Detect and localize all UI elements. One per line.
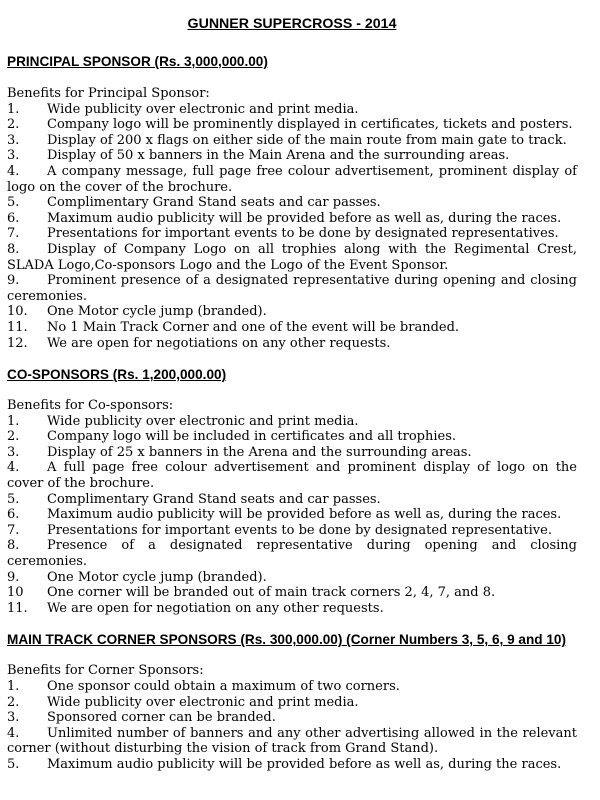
- item-text: Company logo will be prominently displayed in certificates, tickets and posters.: [47, 117, 573, 133]
- list-item: [7, 460, 577, 491]
- item-number: 5.: [7, 756, 20, 772]
- item-number: 5.: [7, 195, 20, 211]
- item-number: 6.: [7, 210, 20, 226]
- list-item: [7, 211, 577, 227]
- item-text: Wide publicity over electronic and print media.: [47, 694, 359, 710]
- item-number: 11.: [7, 319, 28, 335]
- item-text: Unlimited number of banners and any other advertising allowed in the relevant corner (without disturbing the vision of track from Grand Stand).: [7, 725, 577, 757]
- benefits-list-co-sponsors: [7, 414, 577, 617]
- item-text: No 1 Main Track Corner and one of the event will be branded.: [47, 319, 460, 335]
- item-text: Prominent presence of a designated representative during opening and closing ceremonies.: [7, 273, 577, 304]
- item-number: 4.: [7, 725, 20, 741]
- item-text: Company logo will be included in certificates and all trophies.: [47, 429, 457, 445]
- list-item: [7, 117, 577, 133]
- list-item: [7, 164, 577, 195]
- list-item: [7, 195, 577, 211]
- item-text: Presentations for important events to be done by designated representatives.: [47, 226, 559, 242]
- item-number: 2.: [7, 429, 20, 445]
- item-text: Wide publicity over electronic and print media.: [47, 413, 359, 429]
- item-text: One sponsor could obtain a maximum of two corners.: [47, 679, 400, 694]
- list-item: [7, 148, 577, 164]
- item-number: 3.: [7, 148, 20, 164]
- item-number: 11.: [7, 600, 28, 616]
- list-item: [7, 304, 577, 320]
- list-item: [7, 429, 577, 445]
- item-number: 2.: [7, 117, 20, 133]
- item-text: Display of 50 x banners in the Main Arena and the surrounding areas.: [47, 148, 510, 164]
- list-item: [7, 336, 577, 352]
- list-item: [7, 538, 577, 569]
- item-number: 10.: [7, 304, 28, 320]
- benefits-list-corner-sponsors: [7, 679, 577, 773]
- item-number: 4.: [7, 163, 20, 179]
- item-number: 7.: [7, 522, 20, 538]
- item-number: 6.: [7, 507, 20, 523]
- list-item: [7, 133, 577, 149]
- list-item: [7, 102, 577, 118]
- list-item: [7, 585, 577, 601]
- item-text: Wide publicity over electronic and print media.: [47, 101, 359, 117]
- item-text: Presence of a designated representative during opening and closing ceremonies.: [7, 538, 577, 570]
- document-title: GUNNER SUPERCROSS - 2014: [187, 16, 397, 32]
- list-item: [7, 757, 577, 773]
- list-item: [7, 695, 577, 711]
- item-text: One Motor cycle jump (branded).: [47, 304, 267, 320]
- item-text: Display of Company Logo on all trophies along with the Regimental Crest, SLADA Logo,Co-sponsors Logo and the Logo of the Event Sponsor.: [7, 241, 577, 273]
- list-item: [7, 523, 577, 539]
- item-number: 3.: [7, 444, 20, 460]
- item-text: Display of 200 x flags on either side of the main route from main gate to track.: [47, 132, 567, 148]
- item-text: We are open for negotiations on any other requests.: [47, 335, 391, 351]
- list-item: [7, 445, 577, 461]
- item-number: 10: [7, 585, 24, 601]
- item-number: 1.: [7, 101, 20, 117]
- item-number: 2.: [7, 694, 20, 710]
- item-text: A full page free colour advertisement and prominent display of logo on the cover of the brochure.: [7, 460, 577, 492]
- list-item: [7, 414, 577, 430]
- section-heading-principal-sponsor: PRINCIPAL SPONSOR (Rs. 3,000,000.00): [7, 54, 268, 69]
- list-item: [7, 242, 577, 273]
- item-number: 1.: [7, 679, 20, 694]
- item-text: We are open for negotiation on any other requests.: [47, 600, 384, 616]
- item-text: One corner will be branded out of main track corners 2, 4, 7, and 8.: [47, 585, 496, 601]
- item-text: Maximum audio publicity will be provided before as well as, during the races.: [47, 507, 562, 523]
- item-text: Sponsored corner can be branded.: [47, 710, 276, 726]
- item-number: 7.: [7, 226, 20, 242]
- item-number: 5.: [7, 491, 20, 507]
- item-number: 4.: [7, 460, 20, 476]
- list-item: [7, 710, 577, 726]
- list-item: [7, 601, 577, 617]
- item-text: Presentations for important events to be done by designated representative.: [47, 522, 552, 538]
- list-item: [7, 226, 577, 242]
- item-text: Maximum audio publicity will be provided before as well as, during the races.: [47, 756, 562, 772]
- item-number: 1.: [7, 413, 20, 429]
- item-number: 12.: [7, 335, 28, 351]
- item-text: One Motor cycle jump (branded).: [47, 569, 267, 585]
- list-item: [7, 320, 577, 336]
- list-item: [7, 492, 577, 508]
- item-number: 9.: [7, 569, 20, 585]
- list-item: [7, 507, 577, 523]
- benefits-list-principal-sponsor: [7, 102, 577, 352]
- item-number: 3.: [7, 710, 20, 726]
- list-item: [7, 273, 577, 304]
- document-page: [7, 0, 577, 773]
- item-number: 3.: [7, 132, 20, 148]
- item-number: 8.: [7, 241, 20, 257]
- item-number: 9.: [7, 273, 20, 289]
- section-intro-corner-sponsors: Benefits for Corner Sponsors:: [7, 663, 204, 679]
- section-intro-co-sponsors: Benefits for Co-sponsors:: [7, 398, 174, 414]
- section-heading-corner-sponsors: MAIN TRACK CORNER SPONSORS (Rs. 300,000.00) (Corner Numbers 3, 5, 6, 9 and 10): [7, 632, 567, 648]
- item-text: Complimentary Grand Stand seats and car passes.: [47, 195, 381, 211]
- section-intro-principal-sponsor: Benefits for Principal Sponsor:: [7, 86, 210, 101]
- item-text: Maximum audio publicity will be provided before as well as, during the races.: [47, 210, 562, 226]
- item-text: Complimentary Grand Stand seats and car passes.: [47, 491, 381, 507]
- list-item: [7, 570, 577, 586]
- list-item: [7, 726, 577, 757]
- item-text: A company message, full page free colour advertisement, prominent display of logo on the cover of the brochure.: [7, 163, 577, 195]
- list-item: [7, 679, 577, 695]
- section-heading-co-sponsors: CO-SPONSORS (Rs. 1,200,000.00): [7, 367, 227, 383]
- item-text: Display of 25 x banners in the Arena and the surrounding areas.: [47, 444, 472, 460]
- item-number: 8.: [7, 538, 20, 554]
